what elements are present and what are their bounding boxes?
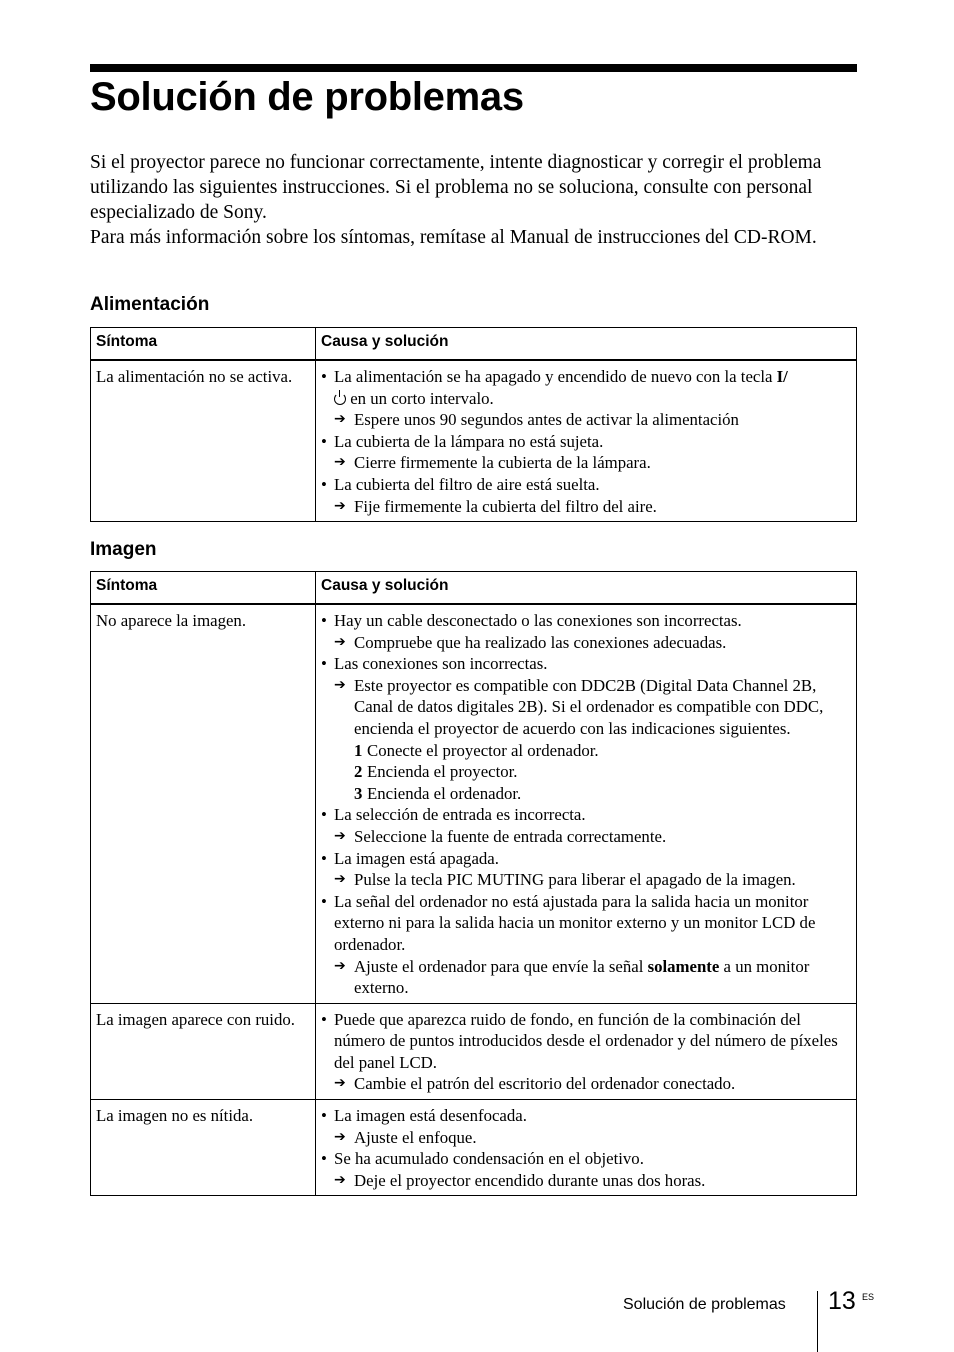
intro: [90, 150, 865, 250]
solution-text-tail: a un monitor externo.: [354, 956, 810, 998]
language-code: ES: [862, 1292, 875, 1302]
step-item: [321, 761, 851, 783]
solution-item: [321, 1170, 851, 1192]
arrow-right-icon: ➔: [334, 827, 346, 844]
step-number: 1: [354, 740, 363, 760]
footer-divider: [817, 1291, 818, 1352]
table-row: [91, 1100, 857, 1196]
title-rule: [90, 64, 857, 72]
solution-item: [321, 675, 851, 740]
step-text: Encienda el proyector.: [367, 762, 518, 782]
solution-item: [321, 1127, 851, 1149]
cause-text: La alimentación se ha apagado y encendido de nuevo con la tecla: [334, 367, 773, 386]
power-table: [90, 327, 857, 522]
cause-item: [321, 366, 851, 409]
table-header-row: [91, 328, 857, 361]
arrow-right-icon: ➔: [334, 1128, 346, 1145]
solution-text: Seleccione la fuente de entrada correctamente.: [354, 826, 667, 846]
step-number: 3: [354, 783, 363, 803]
table-header-row: [91, 572, 857, 605]
symptom-cell: La imagen no es nítida.: [91, 1100, 316, 1196]
step-item: [321, 783, 851, 805]
solution-text: Fije firmemente la cubierta del filtro del aire.: [354, 496, 657, 516]
arrow-right-icon: ➔: [334, 676, 346, 693]
cause-item: • La selección de entrada es incorrecta.: [321, 804, 851, 826]
solution-item: [321, 956, 851, 999]
solution-item: [321, 826, 851, 848]
table-row: [91, 360, 857, 522]
image-table: [90, 571, 857, 1196]
symptom-cell: No aparece la imagen.: [91, 604, 316, 1003]
cause-item: • La cubierta de la lámpara no está sujeta.: [321, 431, 851, 453]
cause-item: • Se ha acumulado condensación en el objetivo.: [321, 1148, 851, 1170]
cause-cell: [316, 360, 857, 522]
arrow-right-icon: ➔: [334, 1171, 346, 1188]
arrow-right-icon: ➔: [334, 957, 346, 974]
power-key-label: I/: [776, 367, 788, 386]
cause-item: • La imagen está desenfocada.: [321, 1105, 851, 1127]
solution-item: [321, 632, 851, 654]
step-text: Conecte el proyector al ordenador.: [367, 740, 599, 760]
cause-item: • Puede que aparezca ruido de fondo, en función de la combinación del número de puntos introducidos desde el ordenador y del número de píxeles del panel LCD.: [321, 1009, 851, 1074]
solution-text: Ajuste el enfoque.: [354, 1127, 477, 1147]
symptom-header: Síntoma: [91, 572, 316, 605]
solution-text: Cierre firmemente la cubierta de la lámpara.: [354, 453, 651, 473]
cause-cell: [316, 1100, 857, 1196]
intro-paragraph: Si el proyector parece no funcionar correctamente, intente diagnosticar y corregir el problema utilizando las siguientes instrucciones. Si el problema no se soluciona, consulte con personal especializado de Sony.: [90, 152, 822, 223]
solution-text: Este proyector es compatible con DDC2B (Digital Data Channel 2B, Canal de datos digitales 2B). Si el ordenador es compatible con DDC, encienda el proyector de acuerdo con las indicaciones siguientes.: [354, 675, 824, 738]
solution-text: Pulse la tecla PIC MUTING para liberar el apagado de la imagen.: [354, 870, 796, 890]
solution-item: [321, 1073, 851, 1095]
cause-text-tail: en un corto intervalo.: [350, 388, 494, 408]
arrow-right-icon: ➔: [334, 454, 346, 471]
solution-text: Cambie el patrón del escritorio del ordenador conectado.: [354, 1074, 736, 1094]
solution-text: Espere unos 90 segundos antes de activar la alimentación: [354, 410, 739, 430]
table-row: [91, 604, 857, 1003]
cause-item: • La imagen está apagada.: [321, 848, 851, 870]
cause-header: Causa y solución: [316, 328, 857, 361]
cause-cell: [316, 1003, 857, 1099]
footer-section-label: Solución de problemas: [623, 1296, 786, 1313]
arrow-right-icon: ➔: [334, 871, 346, 888]
solution-text: Ajuste el ordenador para que envíe la señal: [354, 956, 644, 976]
arrow-right-icon: ➔: [334, 497, 346, 514]
solution-item: [321, 869, 851, 891]
step-text: Encienda el ordenador.: [367, 783, 522, 803]
page-title: Solución de problemas: [90, 75, 524, 119]
cause-item: • Las conexiones son incorrectas.: [321, 653, 851, 675]
table-row: [91, 1003, 857, 1099]
solution-item: [321, 452, 851, 474]
symptom-header: Síntoma: [91, 328, 316, 361]
arrow-right-icon: ➔: [334, 633, 346, 650]
cause-cell: [316, 604, 857, 1003]
solution-item: [321, 496, 851, 518]
solution-text: Deje el proyector encendido durante unas dos horas.: [354, 1170, 706, 1190]
cause-item: • La cubierta del filtro de aire está suelta.: [321, 474, 851, 496]
solution-text: Compruebe que ha realizado las conexiones adecuadas.: [354, 632, 727, 652]
step-number: 2: [354, 762, 363, 782]
arrow-right-icon: ➔: [334, 1075, 346, 1092]
cause-item: • Hay un cable desconectado o las conexiones son incorrectas.: [321, 610, 851, 632]
arrow-right-icon: ➔: [334, 411, 346, 428]
power-icon: [334, 393, 346, 405]
emphasis-text: solamente: [647, 956, 720, 976]
symptom-cell: La alimentación no se activa.: [91, 360, 316, 522]
cause-item: • La señal del ordenador no está ajustada para la salida hacia un monitor externo ni para la salida hacia un monitor externo y un monitor LCD de ordenador.: [321, 891, 851, 956]
step-item: [321, 740, 851, 762]
page-number: 13: [828, 1287, 856, 1315]
cause-header: Causa y solución: [316, 572, 857, 605]
symptom-cell: La imagen aparece con ruido.: [91, 1003, 316, 1099]
section-heading-image: Imagen: [90, 539, 157, 560]
intro-paragraph: Para más información sobre los síntomas, remítase al Manual de instrucciones del CD-ROM.: [90, 227, 817, 248]
solution-item: [321, 409, 851, 431]
section-heading-power: Alimentación: [90, 294, 210, 315]
